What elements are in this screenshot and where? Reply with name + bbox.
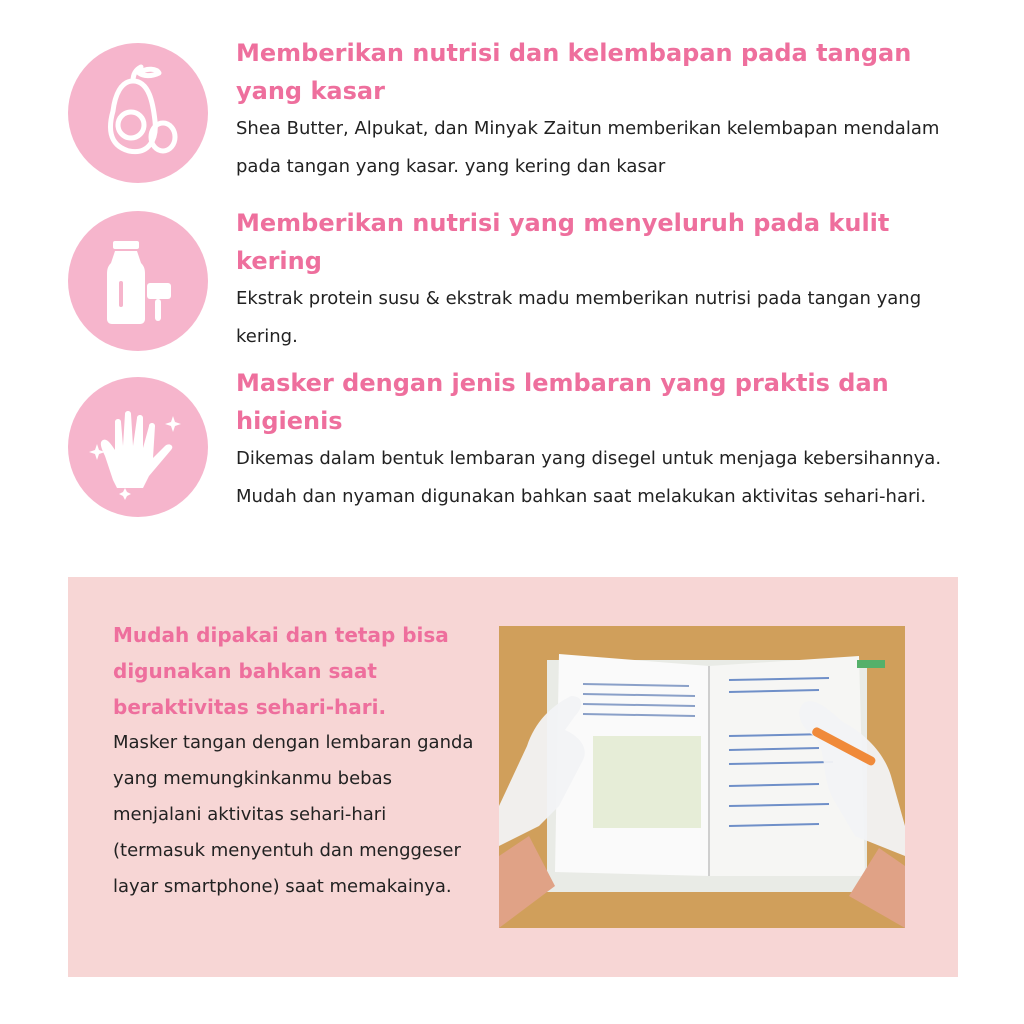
feature-text [236,364,956,516]
feature-text [236,34,956,186]
milk-honey-icon [68,211,208,351]
info-panel [68,577,958,977]
feature-title: Masker dengan jenis lembaran yang praktis dan higienis [236,369,889,435]
feature-title: Memberikan nutrisi yang menyeluruh pada kulit kering [236,209,890,275]
feature-description: Ekstrak protein susu & ekstrak madu memberikan nutrisi pada tangan yang kering. [236,288,922,347]
avocado-icon [68,43,208,183]
panel-description: Masker tangan dengan lembaran ganda yang memungkinkanmu bebas menjalani aktivitas sehari-hari (termasuk menyentuh dan menggeser layar smartphone) saat memakainya. [113,732,474,897]
feature-title: Memberikan nutrisi dan kelembapan pada tangan yang kasar [236,39,912,105]
product-usage-photo [499,626,905,928]
feature-description: Dikemas dalam bentuk lembaran yang disegel untuk menjaga kebersihannya. Mudah dan nyaman digunakan bahkan saat melakukan aktivitas sehari-hari. [236,448,942,507]
feature-description: Shea Butter, Alpukat, dan Minyak Zaitun memberikan kelembapan mendalam pada tangan yang kasar. yang kering dan kasar [236,118,940,177]
panel-title: Mudah dipakai dan tetap bisa digunakan bahkan saat beraktivitas sehari-hari. [113,623,449,719]
feature-text [236,204,956,356]
sparkling-hand-icon [68,377,208,517]
